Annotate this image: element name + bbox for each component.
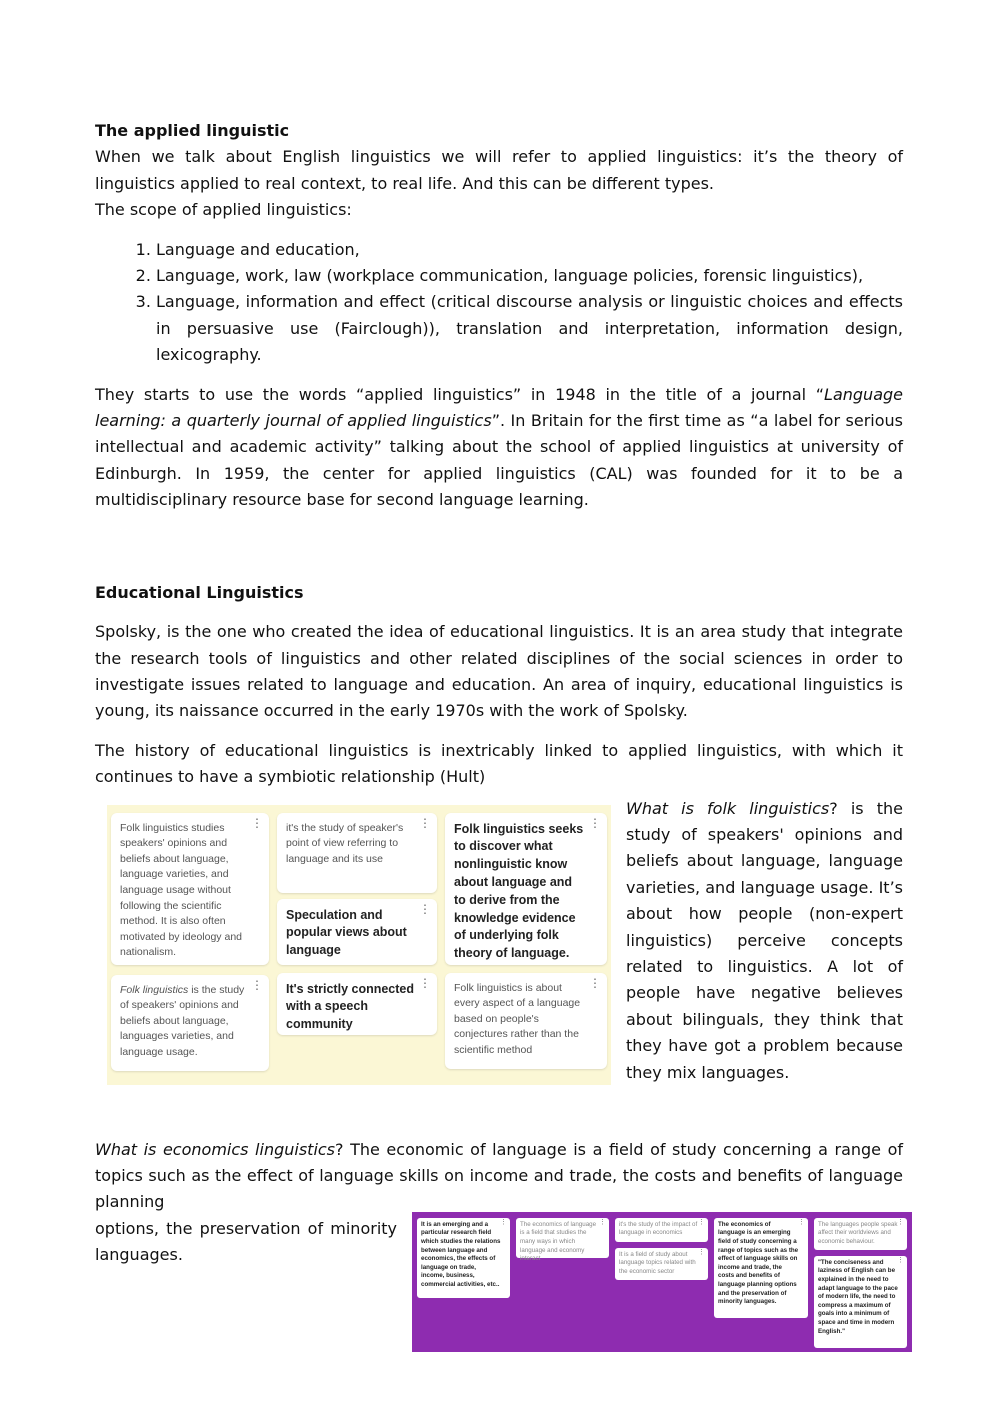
folk-card: ⋮ Folk linguistics is about every aspect of a language based on people's conjectures rather than the scientific method	[445, 973, 607, 1069]
economics-definition: What is economics linguistics? The economic of language is a field of study concerning a range of topics such as the effect of language skills on income and trade, the costs and benefits of language planning	[95, 1139, 904, 1212]
econ-card: ⋮ The economics of language is an emerging field of study concerning a range of topics such as the effect of language skills on income and trade, the costs and benefits of language planning options and the preservation of minority languages.	[714, 1218, 808, 1318]
more-icon: ⋮	[897, 1218, 904, 1226]
folk-card: ⋮ it's the study of speaker's point of view referring to language and its use	[277, 813, 437, 893]
econ-card: ⋮ The economics of language is a field that studies the many ways in which language and economy interact	[516, 1218, 609, 1258]
folk-padlet-board	[107, 805, 611, 1085]
econ-card: ⋮ It is a field of study about language topics related with the economic sector	[615, 1248, 708, 1280]
applied-intro: When we talk about English linguistics we will refer to applied linguistics: it’s the theory of linguistics applied to real context, to real life. And this can be different types.	[95, 147, 903, 193]
scope-list	[95, 237, 903, 369]
economics-padlet-board	[412, 1212, 912, 1352]
scope-item: 3. Language, information and effect (critical discourse analysis or linguistic choices and effects in persuasive use (Fairclough)), translation and interpretation, information design, lexicography.	[156, 289, 903, 368]
more-icon: ⋮	[599, 1218, 606, 1226]
folk-card: ⋮ Folk linguistics seeks to discover what nonlinguistic know about language and to derive from the knowledge evidence of underlying folk theory of language.	[445, 813, 607, 965]
econ-card: ⋮ The languages people speak affect their worldviews and economic behaviour.	[814, 1218, 907, 1250]
section-title-educational: Educational Linguistics	[95, 582, 304, 602]
educational-para-1: Spolsky, is the one who created the idea of educational linguistics. It is an area study that integrate the research tools of linguistics and other related disciplines of the social sciences in order to investigate issues related to language and education. An area of inquiry, educational linguistics is young, its naissance occurred in the early 1970s with the work of Spolsky.	[95, 622, 903, 721]
folk-definition: What is folk linguistics? is the study of speakers' opinions and beliefs about language, language varieties, and language usage. It’s about how people (non-expert linguistics) perceive concepts related to linguistics. A lot of people have negative believes about bilinguals, they think that they have got a problem because they mix languages.	[626, 798, 904, 1082]
more-icon: ⋮	[798, 1218, 805, 1226]
econ-card: ⋮ "The conciseness and laziness of English can be explained in the need to adapt language to the pace of modern life, the need to compress a maximum of goals into a minimum of space and time in modern English."	[814, 1256, 907, 1348]
more-icon: ⋮	[589, 975, 601, 990]
economics-continuation: options, the preservation of minority languages.	[95, 1218, 397, 1265]
more-icon: ⋮	[698, 1218, 705, 1226]
journal-title: Language learning: a quarterly journal of applied linguistics	[95, 384, 903, 431]
more-icon: ⋮	[419, 815, 431, 830]
more-icon: ⋮	[897, 1256, 904, 1264]
economics-section	[95, 1137, 903, 1366]
folk-card: ⋮ Folk linguistics studies speakers' opinions and beliefs about language, language varieties, and language usage without following the scientific method. It is also often motivated by ideology and nationalism.	[111, 813, 269, 965]
more-icon: ⋮	[698, 1248, 705, 1256]
more-icon: ⋮	[419, 975, 431, 990]
applied-history: They starts to use the words “applied linguistics” in 1948 in the title of a journal “Language learning: a quarterly journal of applied linguistics”. In Britain for the first time as “a label for serious intellectual and academic activity” talking about the school of applied linguistics at university of Edinburgh. In 1959, the center for applied linguistics (CAL) was founded for it to be a multidisciplinary resource base for second language learning.	[95, 384, 903, 510]
educational-para-2: The history of educational linguistics is inextricably linked to applied linguistics, with which it continues to have a symbiotic relationship (Hult)	[95, 740, 903, 787]
more-icon: ⋮	[251, 815, 263, 830]
more-icon: ⋮	[500, 1218, 507, 1226]
scope-item: 2. Language, work, law (workplace communication, language policies, forensic linguistics),	[156, 263, 903, 289]
folk-section	[95, 798, 904, 1097]
econ-card: ⋮ It is an emerging and a particular research field which studies the relations between language and economics, the effects of language on trade, income, business, commercial activities, etc..	[417, 1218, 510, 1298]
more-icon: ⋮	[419, 901, 431, 916]
scope-item: 1. Language and education,	[156, 237, 903, 263]
section-title-applied: The applied linguistic	[95, 121, 290, 140]
folk-card: ⋮ It's strictly connected with a speech community	[277, 973, 437, 1035]
more-icon: ⋮	[589, 815, 601, 830]
scope-label: The scope of applied linguistics:	[95, 200, 352, 220]
folk-card: ⋮ Speculation and popular views about language	[277, 899, 437, 965]
folk-card: ⋮ Folk linguistics is the study of speakers' opinions and beliefs about language, languages varieties, and language usage.	[111, 975, 269, 1071]
econ-card: ⋮ it's the study of the impact of language in economics	[615, 1218, 708, 1242]
document-page	[95, 118, 903, 1366]
more-icon: ⋮	[251, 977, 263, 992]
